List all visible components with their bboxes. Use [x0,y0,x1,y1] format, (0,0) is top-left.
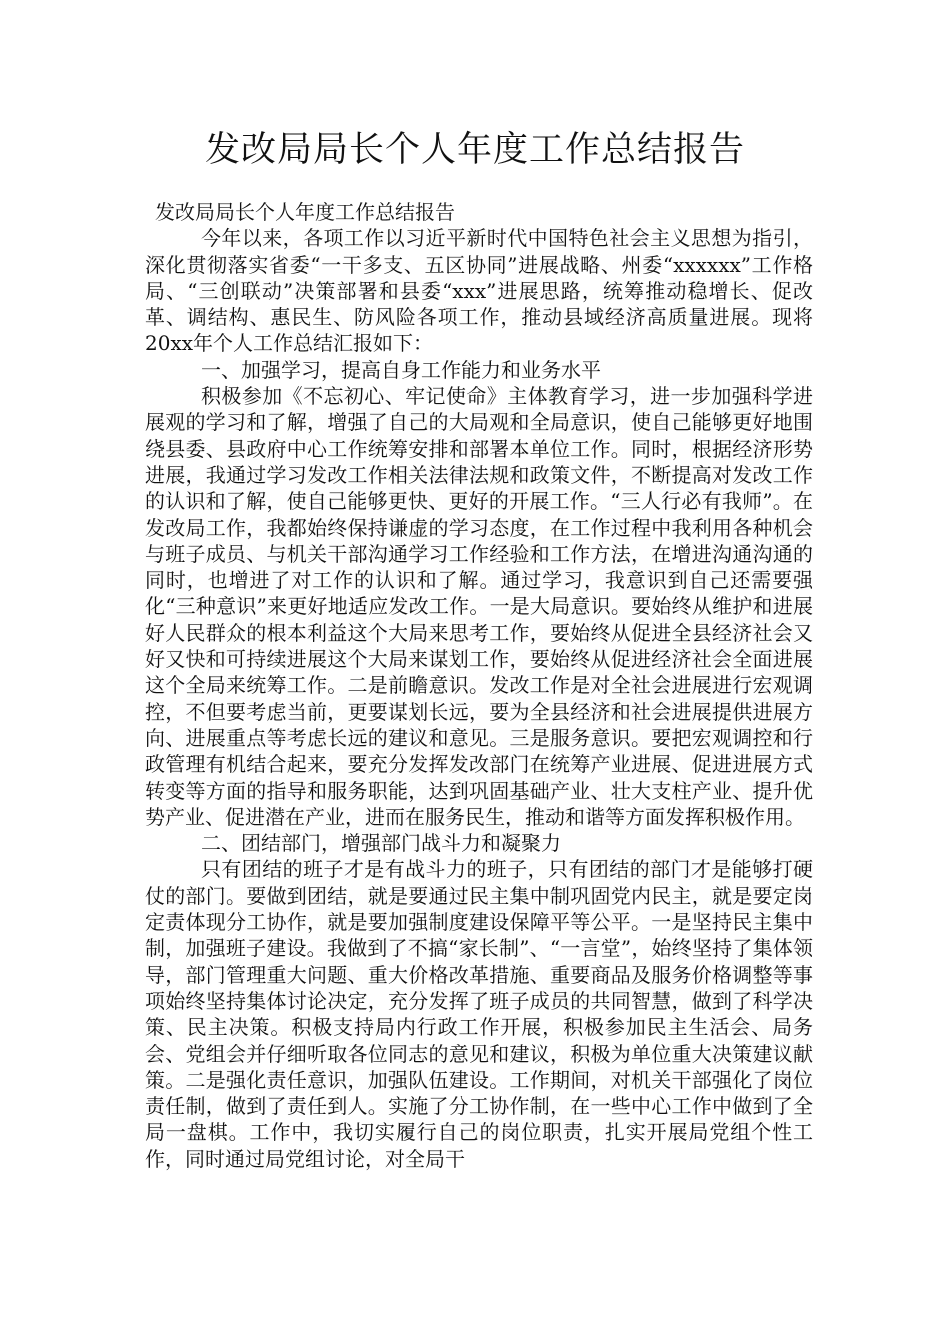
document-title: 发改局局长个人年度工作总结报告 [204,130,745,170]
document-subtitle: 发改局局长个人年度工作总结报告 [155,200,455,224]
section-heading-2: 二、团结部门，增强部门战斗力和凝聚力 [201,831,561,856]
document-body [145,199,813,1172]
section-heading-1: 一、加强学习，提高自身工作能力和业务水平 [201,357,601,382]
paragraph-section-1: 积极参加《不忘初心、牢记使命》主体教育学习，进一步加强科学进展观的学习和了解，增强了自己的大局观和全局意识，使自己能够更好地围绕县委、县政府中心工作统筹安排和部署本单位工作。同时，根据经济形势进展，我通过学习发改工作相关法律法规和政策文件，不断提高对发改工作的认识和了解，使自己能够更快、更好的开展工作。“三人行必有我师”。在发改局工作，我都始终保持谦虚的学习态度，在工作过程中我利用各种机会与班子成员、与机关干部沟通学习工作经验和工作方法，在增进沟通沟通的同时，也增进了对工作的认识和了解。通过学习，我意识到自己还需要强化“三种意识”来更好地适应发改工作。一是大局意识。要始终从维护和进展好人民群众的根本利益这个大局来思考工作，要始终从促进全县经济社会又好又快和可持续进展这个大局来谋划工作，要始终从促进经济社会全面进展这个全局来统筹工作。二是前瞻意识。发改工作是对全社会进展进行宏观调控，不但要考虑当前，更要谋划长远，要为全县经济和社会进展提供进展方向、进展重点等考虑长远的建议和意见。三是服务意识。要把宏观调控和行政管理有机结合起来，要充分发挥发改部门在统筹产业进展、促进进展方式转变等方面的指导和服务职能，达到巩固基础产业、壮大支柱产业、提升优势产业、促进潜在产业，进而在服务民生，推动和谐等方面发挥积极作用。 [145,384,813,829]
paragraph-section-2: 只有团结的班子才是有战斗力的班子，只有团结的部门才是能够打硬仗的部门。要做到团结，就是要通过民主集中制巩固党内民主，就是要定岗定责体现分工协作，就是要加强制度建设保障平等公平。一是坚持民主集中制，加强班子建设。我做到了不搞“家长制”、“一言堂”，始终坚持了集体领导，部门管理重大问题、重大价格改革措施、重要商品及服务价格调整等事项始终坚持集体讨论决定，充分发挥了班子成员的共同智慧，做到了科学决策、民主决策。积极支持局内行政工作开展，积极参加民主生活会、局务会、党组会并仔细听取各位同志的意见和建议，积极为单位重大决策建议献策。二是强化责任意识，加强队伍建设。工作期间，对机关干部强化了岗位责任制，做到了责任到人。实施了分工协作制，在一些中心工作中做到了全局一盘棋。工作中，我切实履行自己的岗位职责，扎实开展局党组个性工作，同时通过局党组讨论，对全局干 [145,857,813,1171]
paragraph-intro: 今年以来，各项工作以习近平新时代中国特色社会主义思想为指引，深化贯彻落实省委“一干多支、五区协同”进展战略、州委“xxxxxx”工作格局、“三创联动”决策部署和县委“xxx”进展思路，统筹推动稳增长、促改革、调结构、惠民生、防风险各项工作，推动县域经济高质量进展。现将20xx年个人工作总结汇报如下： [145,226,813,356]
